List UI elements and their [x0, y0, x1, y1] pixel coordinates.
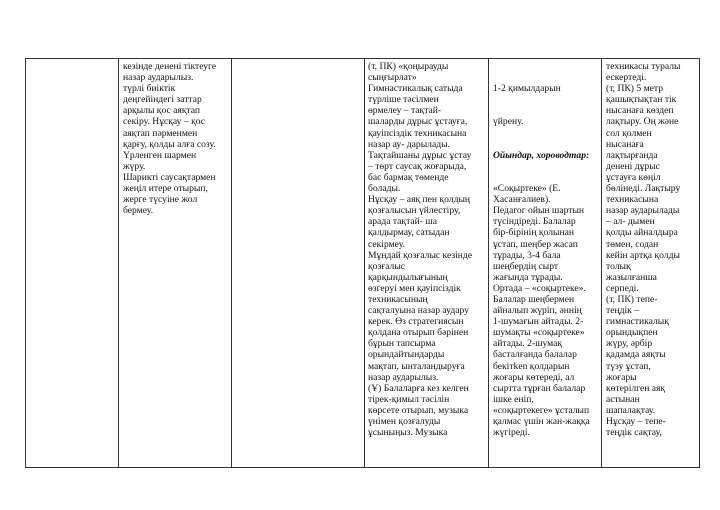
cell-line: болады. [368, 183, 401, 195]
cell-line: үнімен қозғалуды [368, 416, 441, 427]
cell-line: теңдік сақтау, [606, 427, 662, 439]
cell-line: (Ұ) Балаларға кез келген [368, 382, 469, 394]
cell-line: техникасының [368, 293, 428, 305]
column-divider [364, 59, 365, 467]
cell-line: қауіпсіздік техникасына [368, 127, 467, 139]
cell-line: керек. Өз стратегиясын [368, 316, 464, 328]
cell-line: астынан [606, 393, 640, 405]
cell-line: Тақтайшаны дұрыс ұстау [368, 149, 472, 161]
table-cell-gymnastics [368, 61, 472, 438]
cell-line: ескертеді. [606, 72, 647, 84]
cell-line: «Соқыртеке» (Е. [493, 183, 561, 195]
column-divider [488, 59, 489, 467]
cell-line: Мұндай қозғалыс кезінде [368, 249, 473, 261]
cell-line: нысанаға көздеп [606, 105, 674, 117]
cell-line: қашықтықтан тік [606, 94, 677, 106]
cell-line: бөлінеді. Лақтыру [606, 183, 681, 195]
cell-line: жоғары [606, 371, 637, 383]
cell-line: бермеу. [123, 205, 153, 217]
cell-line: қалдырмау, сатыдан [368, 227, 450, 239]
cell-line: 1-шумағын айтады. 2- [493, 316, 584, 328]
cell-line: қолдана отырып бәрінен [368, 327, 469, 339]
cell-line: қалмас үшін жан-жаққа [493, 416, 590, 427]
cell-line: жеңіл итере отырып, [123, 183, 208, 195]
cell-line: серпеді. [606, 282, 639, 294]
cell-line: арада тақтай- ша [368, 216, 438, 228]
cell-line: жерге түсуіне жол [123, 194, 198, 206]
cell-line: қолды айналдыра [606, 227, 678, 239]
cell-line: өрмелеу – тақтай- [368, 105, 442, 117]
cell-line: сақталуына назар аудару [368, 305, 469, 317]
cell-line: назар аударылыз. [123, 72, 194, 84]
table-cell-movement-tasks [123, 61, 216, 216]
cell-line: шапалақтау. [606, 404, 656, 416]
cell-line: қозғалысын үйлестіру, [368, 205, 461, 217]
cell-line: сыңғырлат» [368, 72, 417, 84]
cell-line: Нұсқау – аяқ пен қолдың [368, 194, 471, 206]
cell-line: Шарикті саусақтармен [123, 171, 216, 183]
cell-line: теңдік – [606, 305, 639, 317]
cell-line: Балалар шеңбермен [493, 293, 575, 305]
cell-line: ұстап, шеңбер жасап [493, 238, 578, 250]
cell-line: бұрын тапсырма [368, 338, 436, 350]
cell-line: шумақты «соқыртеке» [493, 327, 585, 339]
cell-line: бір-бірінің қолынан [493, 227, 574, 239]
cell-line: кезінде денені тіктеуге [123, 61, 217, 72]
cell-line: секіру. Нұсқау – қос [123, 116, 206, 128]
cell-line: жүгіреді. [493, 427, 530, 439]
cell-line: секірмеу. [368, 238, 405, 250]
cell-line: Хасанғалиев). [493, 194, 551, 206]
cell-line: жазылғанша [606, 271, 657, 283]
cell-line: түсіндіреді. Балалар [493, 216, 576, 228]
cell-line: шаларды дұрыс ұстауға, [368, 116, 468, 128]
column-divider [601, 59, 602, 467]
cell-line: Гимнастикалық сатыда [368, 83, 463, 95]
table-cell-games [493, 61, 590, 460]
cell-line: толық [606, 260, 631, 272]
cell-line: түзу ұстап, [606, 360, 651, 372]
cell-line: орындықпен [606, 327, 658, 339]
cell-line: аяқтап пәрменмен [123, 127, 198, 139]
cell-line: қадамда аяқты [606, 349, 666, 361]
cell-line: – төрт саусақ жоғарыда, [368, 160, 467, 172]
cell-line: басталғанда балалар [493, 349, 577, 361]
cell-line: жоғары көтереді, ал [493, 371, 575, 383]
cell-line: «соқыртекеге» ұсталып [493, 404, 590, 416]
column-divider [118, 59, 119, 467]
cell-line: нысанаға [606, 138, 644, 150]
cell-line: техникасына [606, 194, 659, 206]
cell-line: қозғалыс [368, 260, 406, 272]
cell-line: айтады. 2-шумақ [493, 338, 563, 350]
cell-line: Ортада – «соқыртеке». [493, 282, 586, 294]
cell-line: орындайтындарды [368, 349, 445, 361]
cell-line: (т, ПК) тепе- [606, 293, 658, 305]
cell-line: Педагог ойын шартын [493, 205, 585, 217]
games-heading: Ойындар, хороводтар: [493, 149, 590, 161]
cell-line: бекітken қолдарын [493, 360, 570, 372]
cell-line: гимнастикалық [606, 316, 669, 328]
cell-line: өзгеруі мен қауіпсіздік [368, 282, 461, 294]
cell-line: сол қолмен [606, 127, 652, 139]
cell-line: ұсыныңыз. Музыка [368, 427, 448, 439]
cell-line: назар аударылыз. [368, 371, 439, 383]
cell-line: төмен, содан [606, 238, 659, 250]
cell-line: қарқындылығының [368, 271, 448, 283]
cell-line: жүру, әрбір [606, 338, 653, 350]
cell-line: жағында тұрады. [493, 271, 563, 283]
cell-line: назар ау- дарылады. [368, 138, 450, 150]
cell-line: көтерілген аяқ [606, 382, 666, 394]
cell-line: айналып жүріп, әннің [493, 305, 582, 317]
cell-line: техникасы туралы [606, 61, 681, 72]
cell-line: кейін артқа қолды [606, 249, 680, 261]
cell-line: Үрленген шармен [123, 149, 197, 161]
cell-line: түрлі биіктік [123, 83, 176, 95]
table-cell-throwing [606, 61, 681, 438]
cell-line: 1-2 қимылдарын [493, 83, 561, 95]
cell-line: бас бармақ төменде [368, 171, 449, 183]
cell-line: денені дұрыс [606, 160, 660, 172]
cell-line: арқылы қос аяқтап [123, 105, 201, 117]
cell-line: үйрену. [493, 116, 524, 128]
cell-line: лақтырғанда [606, 149, 658, 161]
lesson-table [25, 58, 700, 468]
cell-line: тұрады, 3-4 бала [493, 249, 561, 261]
cell-line: қарғу, қолды алға созу. [123, 138, 216, 150]
cell-line: ұстауға көңіл [606, 171, 661, 183]
cell-line: мақтап, ынталандыруға [368, 360, 465, 372]
cell-line: – ал- дымен [606, 216, 655, 228]
cell-line: сыртта тұрған балалар [493, 382, 586, 394]
cell-line: деңгейіндегі заттар [123, 94, 202, 106]
cell-line: лақтыру. Оң және [606, 116, 679, 128]
cell-line: (т, ПК) «қоңырауды [368, 61, 449, 72]
cell-line: жүру. [123, 160, 146, 172]
column-divider [231, 59, 232, 467]
cell-line: (т, ПК) 5 метр [606, 83, 664, 95]
cell-line: Нұсқау – тепе- [606, 416, 666, 427]
cell-line: ішке еніп, [493, 393, 534, 405]
cell-line: шеңбердің сырт [493, 260, 559, 272]
cell-line: түрліше тәсілмен [368, 94, 439, 106]
cell-line: назар аударылады [606, 205, 680, 217]
cell-line: тірек-қимыл тәсілін [368, 393, 450, 405]
cell-line: көрсете отырып, музыка [368, 404, 469, 416]
